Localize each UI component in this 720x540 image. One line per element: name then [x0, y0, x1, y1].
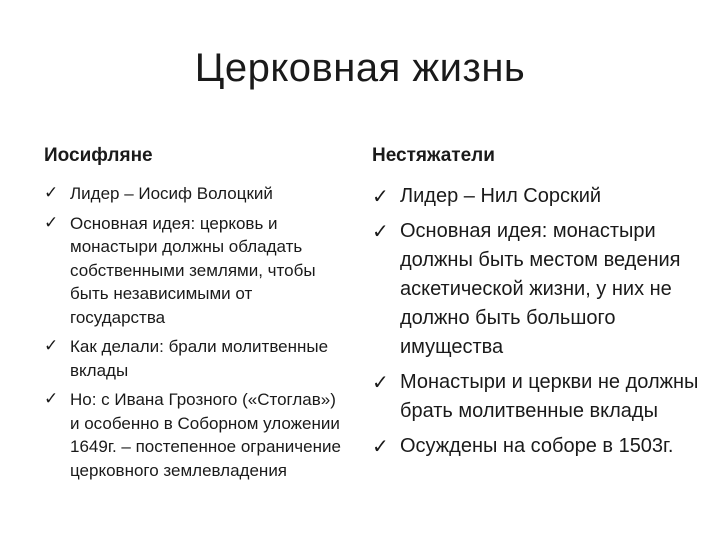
- iosiflyane-list: [44, 182, 344, 482]
- list-item: [44, 388, 344, 482]
- check-icon: ✓: [44, 212, 59, 233]
- check-icon: ✓: [372, 370, 389, 394]
- list-item-text: Как делали: брали молитвенные вклады: [70, 337, 329, 380]
- list-item-text: Основная идея: церковь и монастыри должны обладать собственными землями, чтобы быть независимыми от государства: [70, 213, 316, 327]
- slide-title: Церковная жизнь: [194, 46, 526, 90]
- iosiflyane-heading: Иосифляне: [44, 145, 153, 166]
- list-item-text: Лидер – Иосиф Волоцкий: [70, 184, 273, 203]
- check-icon: ✓: [44, 336, 59, 356]
- list-item: [44, 212, 344, 330]
- list-item-text: Осуждены на соборе в 1503г.: [400, 435, 674, 457]
- check-icon: ✓: [372, 434, 389, 458]
- list-item: [44, 335, 344, 382]
- list-item-text: Но: с Ивана Грозного («Стоглав») и особенно в Соборном уложении 1649г. – постепенное ограничение церковного землевладения: [70, 390, 341, 480]
- nestyazhateli-heading: Нестяжатели: [372, 145, 495, 166]
- list-item-text: Основная идея: монастыри должны быть местом ведения аскетической жизни, у них не должно быть большого имущества: [400, 220, 681, 358]
- nestyazhateli-list: [372, 182, 712, 461]
- check-icon: ✓: [44, 389, 59, 409]
- iosiflyane-column: [44, 144, 344, 488]
- list-item-text: Лидер – Нил Сорский: [400, 185, 602, 207]
- nestyazhateli-column: [372, 144, 712, 467]
- check-icon: ✓: [372, 219, 389, 243]
- check-icon: ✓: [372, 184, 389, 208]
- check-icon: ✓: [44, 183, 59, 203]
- list-item-text: Монастыри и церкви не должны брать молитвенные вклады: [400, 371, 699, 422]
- list-item: [372, 217, 712, 362]
- list-item: [372, 182, 712, 211]
- list-item: [372, 368, 712, 426]
- list-item: [44, 182, 344, 206]
- list-item: [372, 432, 712, 461]
